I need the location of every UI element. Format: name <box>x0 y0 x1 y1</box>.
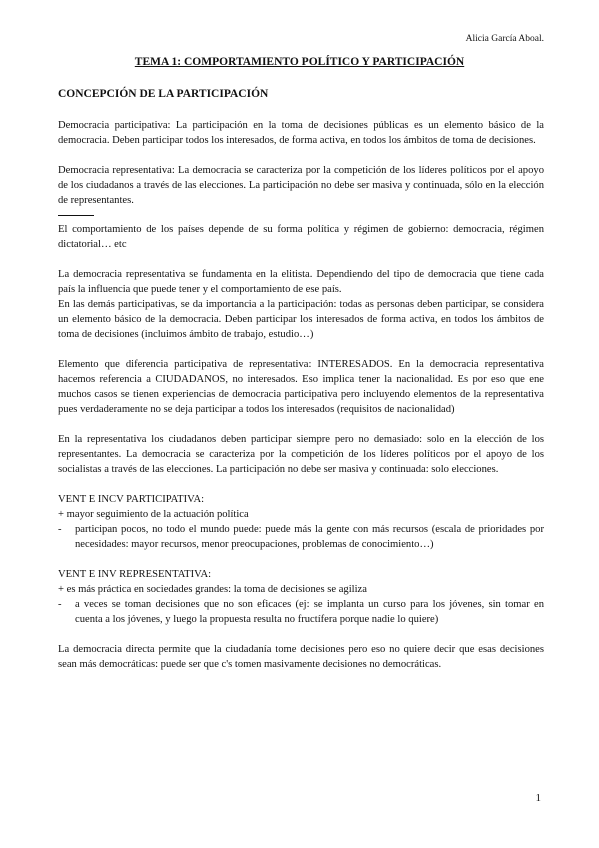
paragraph-elitista: La democracia representativa se fundamenta en la elitista. Dependiendo del tipo de democracia que tiene cada país la influencia que puede tener y el comportamiento de ese país. <box>58 269 544 295</box>
representativa-minus: a veces se toman decisiones que no son eficaces (ej: se implanta un curso para los jóvenes, sin tomar en cuenta a los jóvenes, y luego la propuesta resulta no fructífera porque nadie lo quiere) <box>75 599 544 625</box>
dash-bullet: - <box>58 524 62 535</box>
representativa-heading: VENT E INV REPRESENTATIVA: <box>58 569 212 580</box>
list-item <box>58 522 544 552</box>
paragraph-demas-participativas: En las demás participativas, se da importancia a la participación: todas as personas deben participar, se considera un elemento básico de la democracia. Deben participar los interesados de forma activa, en todos los ámbitos de toma de decisiones (incluimos ámbito de trabajo, estudio…) <box>58 299 544 340</box>
paragraph-elemento-diferencia: Elemento que diferencia participativa de representativa: INTERESADOS. En la democracia representativa hacemos referencia a CIUDADANOS, no interesados. Eso implica tener la nacionalidad. Es por eso que ene muchos casos se tienen experiencias de democracia participativa pero incluyendo elementos de la representativa pues verdaderamente no se deja participar a todos los interesados (requisitos de nacionalidad) <box>58 359 544 415</box>
paragraph-comportamiento: El comportamiento de los países depende de su forma política y régimen de gobierno: democracia, régimen dictatorial… etc <box>58 224 544 250</box>
representativa-list <box>58 597 544 627</box>
page-number: 1 <box>535 792 541 804</box>
list-item <box>58 597 544 627</box>
section-heading: CONCEPCIÓN DE LA PARTICIPACIÓN <box>58 88 269 100</box>
separator-rule <box>58 215 94 216</box>
participativa-minus: participan pocos, no todo el mundo puede: puede más la gente con más recursos (escala de prioridades por necesidades: mayor recursos, menor preocupaciones, problemas de conocimiento…) <box>75 524 544 550</box>
paragraph-ciudadanos-participar: En la representativa los ciudadanos deben participar siempre pero no demasiado: solo en la elección de los representantes. La democracia se caracteriza por la competición de los líderes políticos por el apoyo de los socialistas a través de las elecciones. La participación no debe ser masiva y continuada: solo elecciones. <box>58 434 544 475</box>
participativa-list <box>58 522 544 552</box>
header-author: Alicia García Aboal. <box>465 34 544 44</box>
representativa-plus: + es más práctica en sociedades grandes: la toma de decisiones se agiliza <box>58 584 367 595</box>
paragraph-representativa: Democracia representativa: La democracia se caracteriza por la competición de los líderes políticos por el apoyo de los ciudadanos a través de las elecciones. La participación no debe ser masiva y continuada, sólo en la elección de representantes. <box>58 165 544 206</box>
document-title: TEMA 1: COMPORTAMIENTO POLÍTICO Y PARTICIPACIÓN <box>134 56 465 68</box>
dash-bullet: - <box>58 599 62 610</box>
participativa-heading: VENT E INCV PARTICIPATIVA: <box>58 494 205 505</box>
paragraph-democracia-directa: La democracia directa permite que la ciudadanía tome decisiones pero eso no quiere decir que esas decisiones sean más democráticas: puede ser que c's tomen masivamente decisiones no democráticas. <box>58 644 544 670</box>
document-body <box>58 118 544 672</box>
participativa-plus: + mayor seguimiento de la actuación política <box>58 509 249 520</box>
paragraph-participativa: Democracia participativa: La participación en la toma de decisiones públicas es un elemento básico de la democracia. Deben participar todos los interesados, de forma activa, en todos los ámbitos de toma de decisiones. <box>58 120 544 146</box>
